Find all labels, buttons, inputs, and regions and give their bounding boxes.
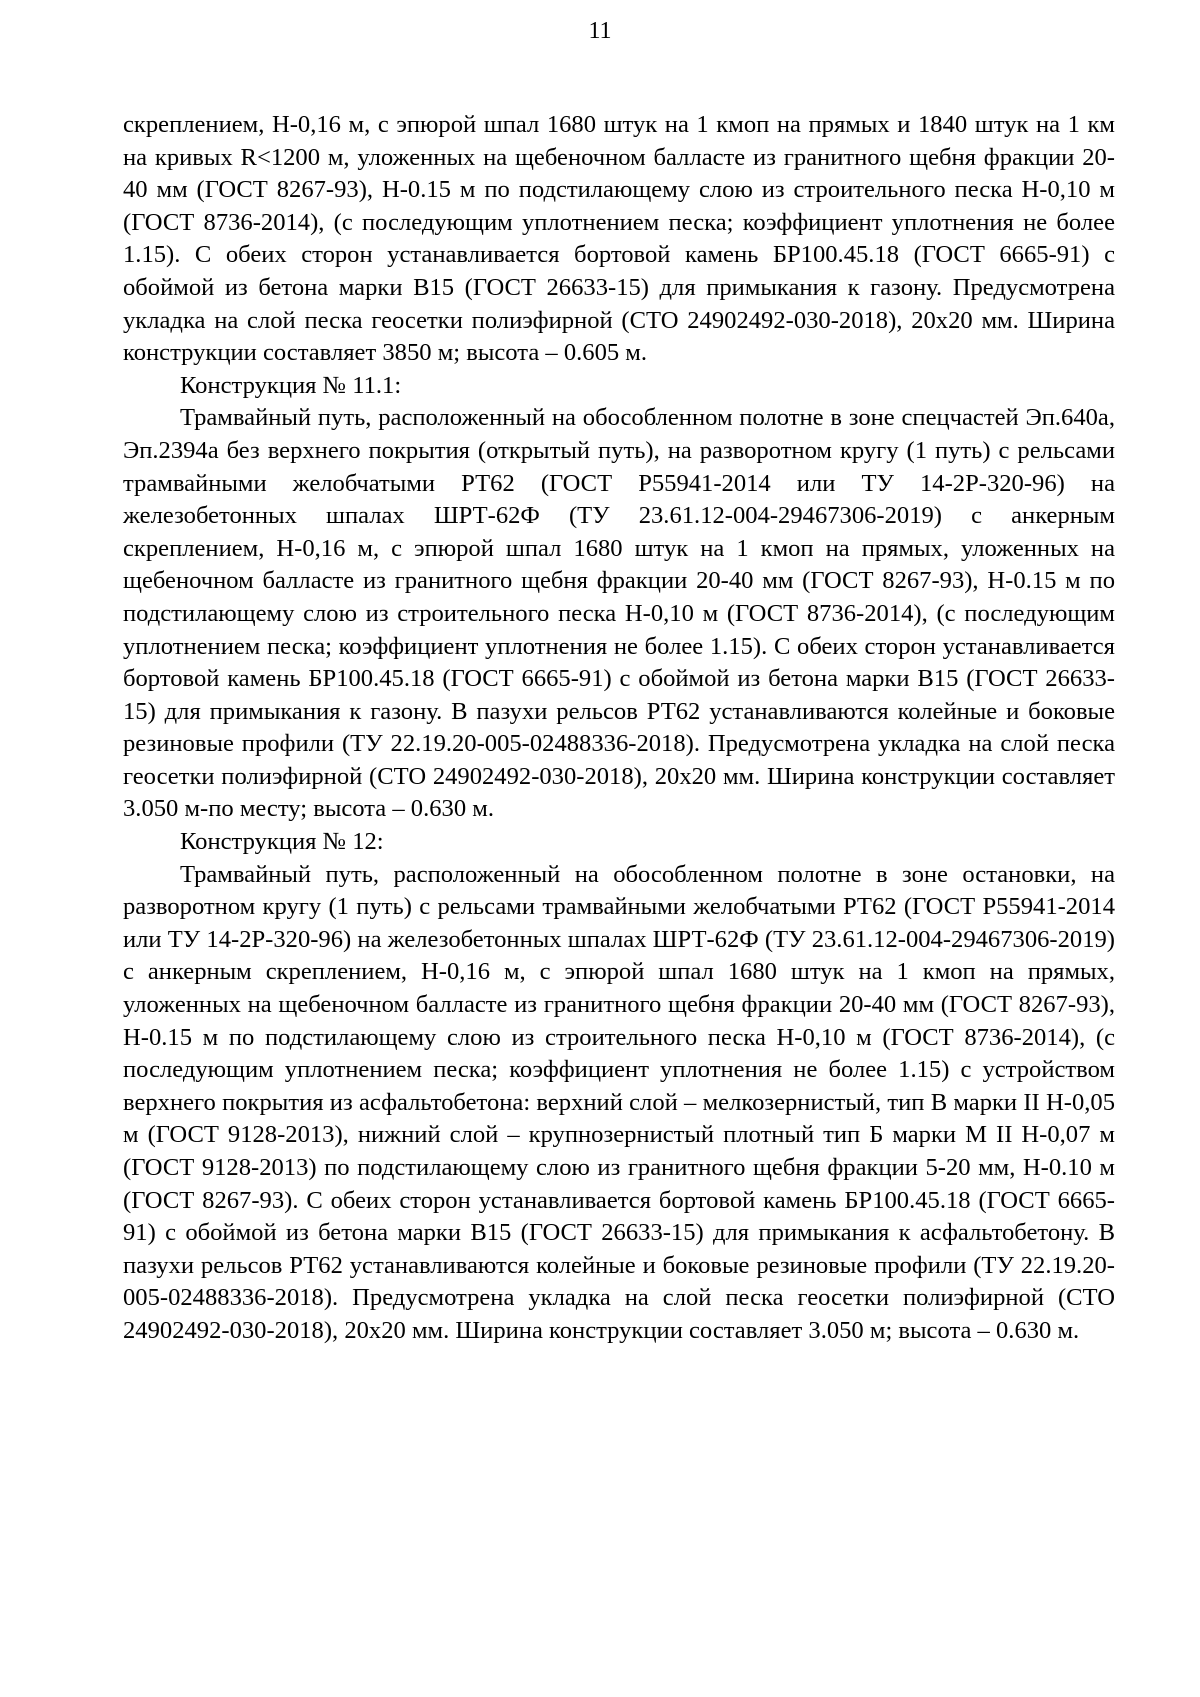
paragraph-construction-11-1: Трамвайный путь, расположенный на обособленном полотне в зоне спецчастей Эп.640а, Эп.2394а без верхнего покрытия (открытый путь), на разворотном кругу (1 путь) с рельсами трамвайными желобчатыми РТ62 (ГОСТ Р55941-2014 или ТУ 14-2Р-320-96) на железобетонных шпалах ШРТ-62Ф (ТУ 23.61.12-004-29467306-2019) с анкерным скреплением, Н-0,16 м, с эпюрой шпал 1680 штук на 1 кмоп на прямых, уложенных на щебеночном балласте из гранитного щебня фракции 20-40 мм (ГОСТ 8267-93), Н-0.15 м по подстилающему слою из строительного песка Н-0,10 м (ГОСТ 8736-2014), (с последующим уплотнением песка; коэффициент уплотнения не более 1.15). С обеих сторон устанавливается бортовой камень БР100.45.18 (ГОСТ 6665-91) с обоймой из бетона марки В15 (ГОСТ 26633-15) для примыкания к газону. В пазухи рельсов РТ62 устанавливаются колейные и боковые резиновые профили (ТУ 22.19.20-005-02488336-2018). Предусмотрена укладка на слой песка геосетки полиэфирной (СТО 24902492-030-2018), 20х20 мм. Ширина конструкции составляет 3.050 м-по месту; высота – 0.630 м. [123, 404, 1115, 823]
page-number: 11 [588, 18, 612, 44]
section-heading-construction-12: Конструкция № 12: [180, 828, 384, 856]
section-heading-construction-11-1: Конструкция № 11.1: [180, 371, 402, 399]
paragraph-continuation: скреплением, Н-0,16 м, с эпюрой шпал 1680 штук на 1 кмоп на прямых и 1840 штук на 1 км на кривых R<1200 м, уложенных на щебеночном балласте из гранитного щебня фракции 20-40 мм (ГОСТ 8267-93), Н-0.15 м по подстилающему слою из строительного песка Н-0,10 м (ГОСТ 8736-2014), (с последующим уплотнением песка; коэффициент уплотнения не более 1.15). С обеих сторон устанавливается бортовой камень БР100.45.18 (ГОСТ 6665-91) с обоймой из бетона марки В15 (ГОСТ 26633-15) для примыкания к газону. Предусмотрена укладка на слой песка геосетки полиэфирной (СТО 24902492-030-2018), 20х20 мм. Ширина конструкции составляет 3850 м; высота – 0.605 м. [123, 111, 1115, 367]
paragraph-construction-12: Трамвайный путь, расположенный на обособленном полотне в зоне остановки, на разворотном кругу (1 путь) с рельсами трамвайными желобчатыми РТ62 (ГОСТ Р55941-2014 или ТУ 14-2Р-320-96) на железобетонных шпалах ШРТ-62Ф (ТУ 23.61.12-004-29467306-2019) с анкерным скреплением, Н-0,16 м, с эпюрой шпал 1680 штук на 1 кмоп на прямых, уложенных на щебеночном балласте из гранитного щебня фракции 20-40 мм (ГОСТ 8267-93), Н-0.15 м по подстилающему слою из строительного песка Н-0,10 м (ГОСТ 8736-2014), (с последующим уплотнением песка; коэффициент уплотнения не более 1.15) с устройством верхнего покрытия из асфальтобетона: верхний слой – мелкозернистый, тип В марки II Н-0,05 м (ГОСТ 9128-2013), нижний слой – крупнозернистый плотный тип Б марки М II Н-0,07 м (ГОСТ 9128-2013) по подстилающему слою из гранитного щебня фракции 5-20 мм, Н-0.10 м (ГОСТ 8267-93). С обеих сторон устанавливается бортовой камень БР100.45.18 (ГОСТ 6665-91) с обоймой из бетона марки В15 (ГОСТ 26633-15) для примыкания к асфальтобетону. В пазухи рельсов РТ62 устанавливаются колейные и боковые резиновые профили (ТУ 22.19.20-005-02488336-2018). Предусмотрена укладка на слой песка геосетки полиэфирной (СТО 24902492-030-2018), 20х20 мм. Ширина конструкции составляет 3.050 м; высота – 0.630 м. [123, 860, 1115, 1344]
document-body [123, 109, 1115, 1348]
